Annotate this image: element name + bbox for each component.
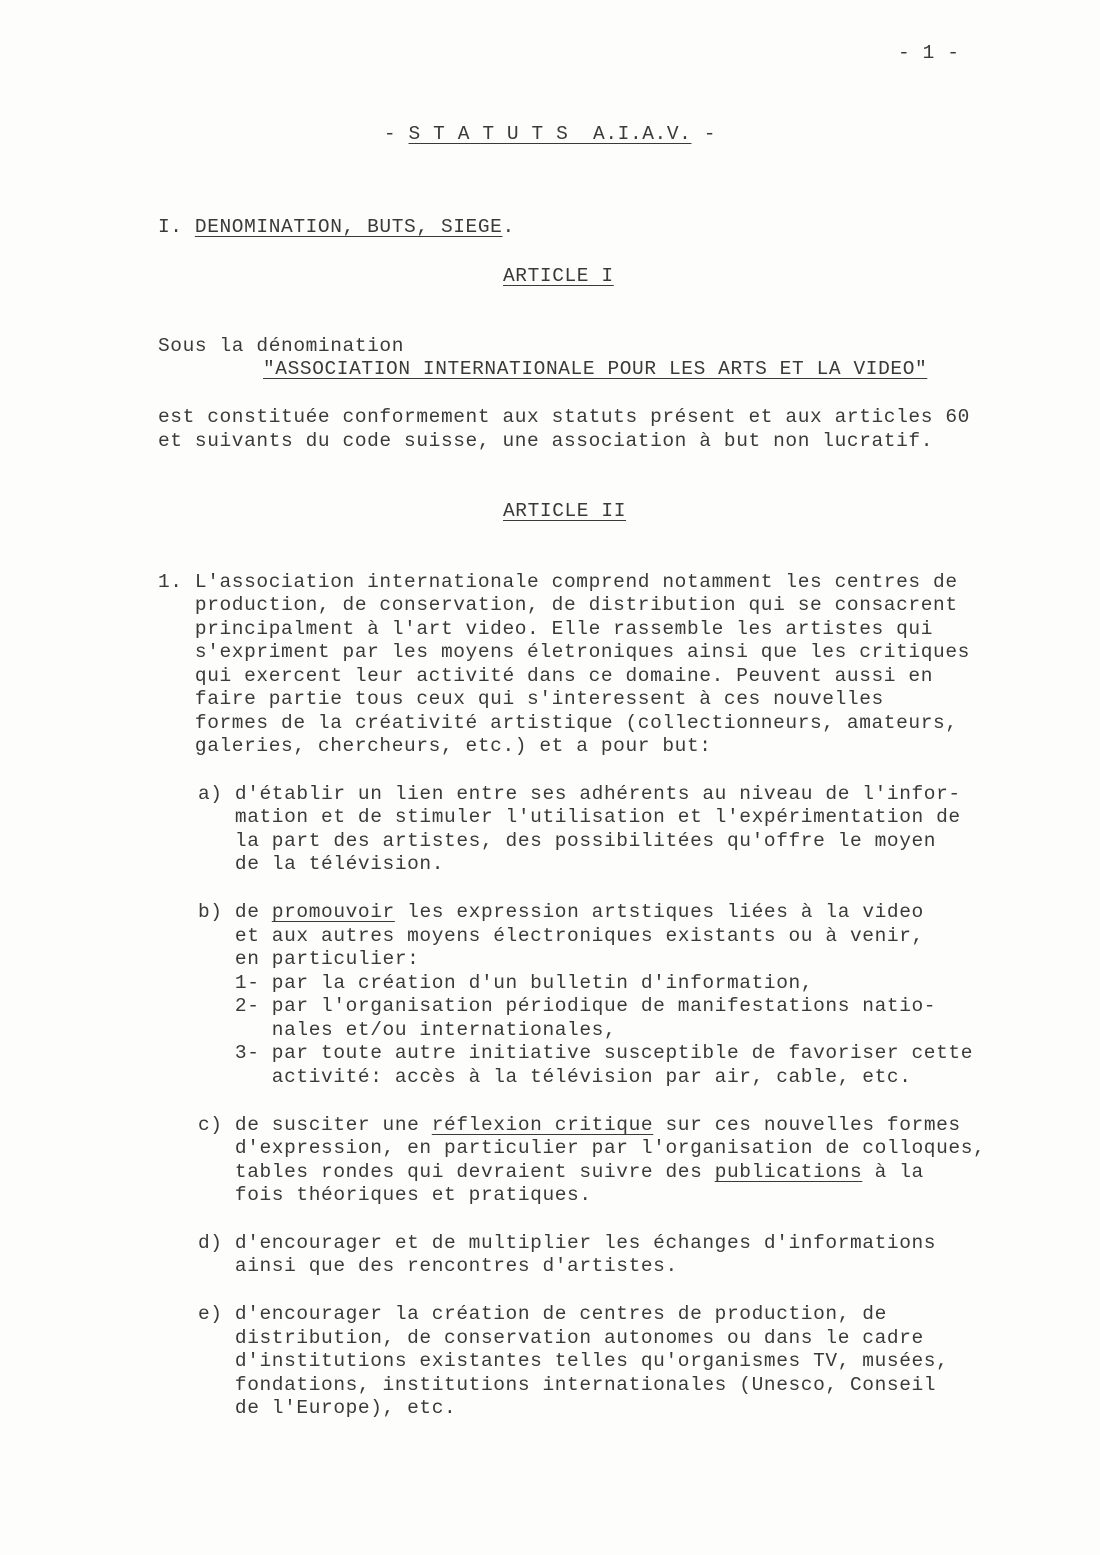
- text-line: 2- par l'organisation périodique de manifestations natio-: [198, 995, 937, 1017]
- section-period: .: [502, 216, 515, 238]
- text-line: Sous la dénomination: [158, 335, 405, 357]
- article-1-heading: ARTICLE I: [503, 265, 614, 287]
- text-line: fondations, institutions internationales (Unesco, Conseil: [198, 1374, 937, 1396]
- text-line: fois théoriques et pratiques.: [198, 1184, 592, 1206]
- item-b-first-line: b) de promouvoir les expression artstiques liées à la video: [198, 901, 924, 923]
- association-name: "ASSOCIATION INTERNATIONALE POUR LES ARTS ET LA VIDEO": [263, 358, 928, 380]
- text-line: est constituée conformement aux statuts présent et aux articles 60: [158, 406, 970, 428]
- title-text: S T A T U T S A.I.A.V.: [408, 123, 692, 145]
- text-line: s'expriment par les moyens életroniques ainsi que les critiques: [158, 641, 970, 663]
- text-line: qui exercent leur activité dans ce domaine. Peuvent aussi en: [158, 665, 934, 687]
- underlined-word: publications: [714, 1161, 863, 1183]
- text-line: a) d'établir un lien entre ses adhérents au niveau de l'infor-: [198, 783, 961, 805]
- item-c-first-line: c) de susciter une réflexion critique sur ces nouvelles formes: [198, 1114, 961, 1136]
- page-number: - 1 -: [898, 42, 960, 64]
- text-line: d'institutions existantes telles qu'organismes TV, musées,: [198, 1350, 949, 1372]
- text-line: la part des artistes, des possibilitées qu'offre le moyen: [198, 830, 937, 852]
- text-line: de la télévision.: [198, 853, 445, 875]
- text-line: faire partie tous ceux qui s'interessent à ces nouvelles: [158, 688, 884, 710]
- text-line: production, de conservation, de distribution qui se consacrent: [158, 594, 958, 616]
- item-c-third-line: tables rondes qui devraient suivre des publications à la: [198, 1161, 924, 1183]
- article-2-heading: ARTICLE II: [503, 500, 627, 522]
- text-line: distribution, de conservation autonomes ou dans le cadre: [198, 1327, 924, 1349]
- title-dash-right: -: [691, 123, 717, 145]
- text-line: activité: accès à la télévision par air, cable, etc.: [198, 1066, 912, 1088]
- text-line: d'expression, en particulier par l'organisation de colloques,: [198, 1137, 986, 1159]
- text-line: d) d'encourager et de multiplier les échanges d'informations: [198, 1232, 937, 1254]
- text-line: e) d'encourager la création de centres de production, de: [198, 1303, 887, 1325]
- text-line: de l'Europe), etc.: [198, 1397, 457, 1419]
- underlined-word: promouvoir: [271, 901, 395, 923]
- text-line: ainsi que des rencontres d'artistes.: [198, 1255, 678, 1277]
- text-line: principalment à l'art video. Elle rassemble les artistes qui: [158, 618, 934, 640]
- text-line: galeries, chercheurs, etc.) et a pour but:: [158, 735, 712, 757]
- text-line: en particulier:: [198, 948, 420, 970]
- text-line: 1. L'association internationale comprend notamment les centres de: [158, 571, 958, 593]
- text-line: formes de la créativité artistique (collectionneurs, amateurs,: [158, 712, 958, 734]
- section-number: I.: [158, 216, 195, 238]
- text-line: et suivants du code suisse, une association à but non lucratif.: [158, 430, 934, 452]
- title-dash-left: -: [383, 123, 409, 145]
- section-heading: [158, 216, 515, 240]
- text-line: mation et de stimuler l'utilisation et l'expérimentation de: [198, 806, 961, 828]
- text-line: 3- par toute autre initiative susceptible de favoriser cette: [198, 1042, 974, 1064]
- text-line: nales et/ou internationales,: [198, 1019, 617, 1041]
- underlined-phrase: réflexion critique: [431, 1114, 654, 1136]
- section-title: DENOMINATION, BUTS, SIEGE: [194, 216, 503, 238]
- text-line: 1- par la création d'un bulletin d'information,: [198, 972, 814, 994]
- document-title: [0, 123, 1100, 147]
- text-line: et aux autres moyens électroniques existants ou à venir,: [198, 925, 924, 947]
